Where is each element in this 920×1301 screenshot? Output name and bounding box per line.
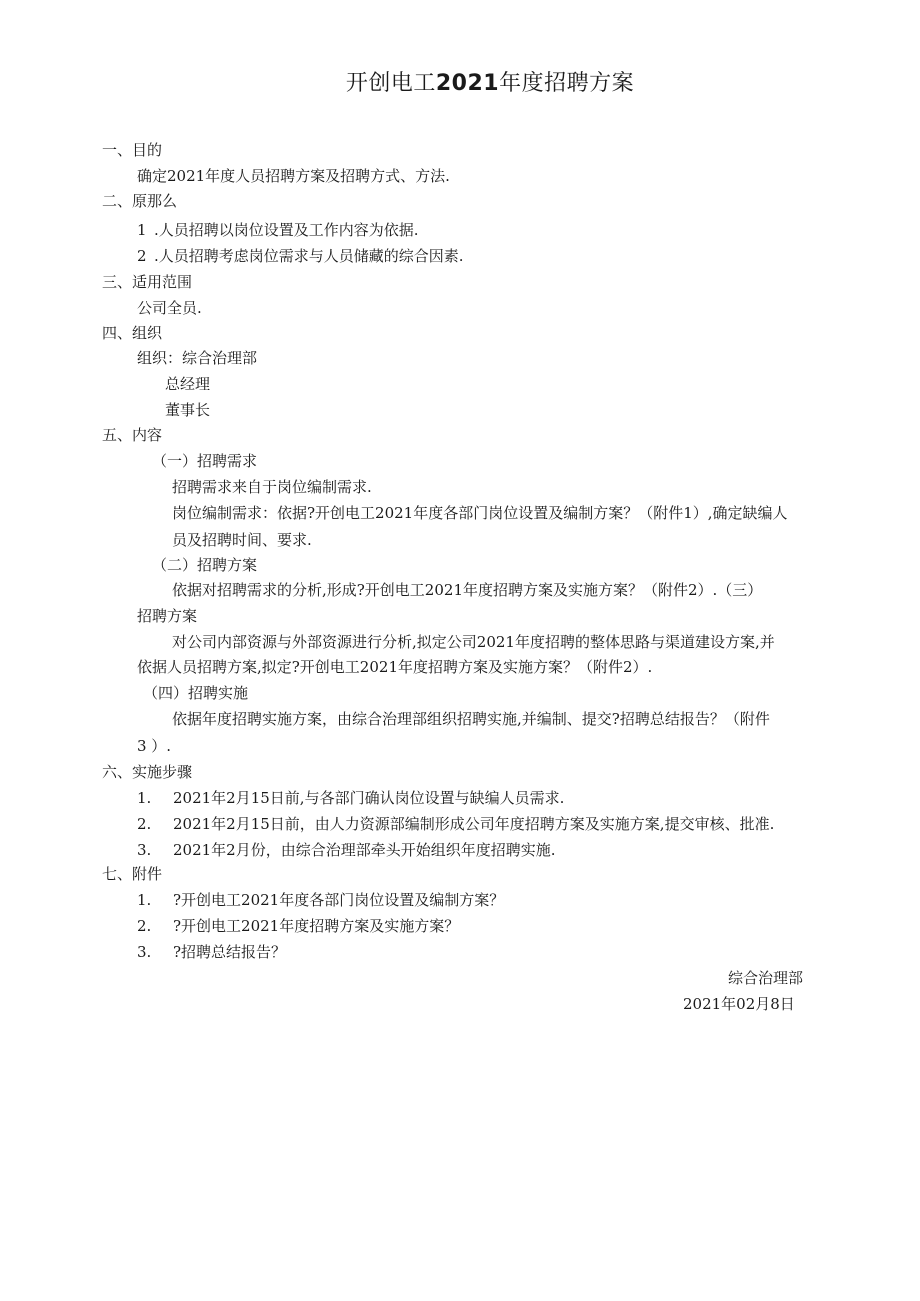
section-2-heading: 二、原那么 xyxy=(102,192,178,210)
principle-item-1-num: 1 xyxy=(137,221,147,239)
step-item-2-text: 2021年2月15日前，由人力资源部编制形成公司年度招聘方案及实施方案,提交审核、批准. xyxy=(173,815,775,833)
section-4-heading: 四、组织 xyxy=(102,324,163,342)
attachment-item-2-text: ?开创电工2021年度招聘方案及实施方案？ xyxy=(173,917,460,935)
section-6-heading: 六、实施步骤 xyxy=(102,763,193,781)
title-year: 2021 xyxy=(435,71,500,96)
step-item-3-num: 3. xyxy=(137,841,152,859)
signature-department: 综合治理部 xyxy=(728,969,804,987)
org-general-manager: 总经理 xyxy=(165,375,211,393)
principle-item-2 xyxy=(137,246,464,266)
sub-2-heading: （二）招聘方案 xyxy=(152,556,258,574)
attachment-item-1-text: ?开创电工2021年度各部门岗位设置及编制方案？ xyxy=(173,891,505,909)
step-item-1 xyxy=(137,788,564,808)
attachment-item-3-text: ?招聘总结报告？ xyxy=(173,943,287,961)
principle-item-1-text: .人员招聘以岗位设置及工作内容为依据. xyxy=(154,221,419,239)
step-item-2-num: 2. xyxy=(137,815,152,833)
step-item-1-text: 2021年2月15日前,与各部门确认岗位设置与缺编人员需求. xyxy=(173,789,565,807)
step-item-2 xyxy=(137,814,774,834)
title-prefix: 开创电工 xyxy=(345,71,436,96)
attachment-item-2-num: 2. xyxy=(137,917,152,935)
sub-4-line-2: 3 ）. xyxy=(137,737,172,755)
attachment-item-3 xyxy=(137,942,286,962)
section-1-heading: 一、目的 xyxy=(102,141,163,159)
sub-1-line-2: 岗位编制需求：依据?开创电工2021年度各部门岗位设置及编制方案？（附件1）,确定缺编人 xyxy=(172,504,788,522)
sub-2-line-2: 招聘方案 xyxy=(137,607,198,625)
org-line: 组织：综合治理部 xyxy=(137,349,258,367)
principle-item-2-text: .人员招聘考虑岗位需求与人员储藏的综合因素. xyxy=(154,247,464,265)
sub-4-heading: （四）招聘实施 xyxy=(143,684,249,702)
document-title xyxy=(0,66,920,97)
title-suffix: 年度招聘方案 xyxy=(499,71,635,96)
attachment-item-1-num: 1. xyxy=(137,891,152,909)
attachment-item-3-num: 3. xyxy=(137,943,152,961)
sub-1-line-1: 招聘需求来自于岗位编制需求. xyxy=(172,478,372,496)
step-item-1-num: 1. xyxy=(137,789,152,807)
org-chairman: 董事长 xyxy=(165,401,211,419)
attachment-item-1 xyxy=(137,890,504,910)
section-7-heading: 七、附件 xyxy=(102,865,163,883)
sub-3-line-2: 依据人员招聘方案,拟定?开创电工2021年度招聘方案及实施方案？（附件2）. xyxy=(137,658,653,676)
principle-item-2-num: 2 xyxy=(137,247,147,265)
sub-4-line-1: 依据年度招聘实施方案，由综合治理部组织招聘实施,并编制、提交?招聘总结报告？（附件 xyxy=(172,710,770,728)
sub-1-heading: （一）招聘需求 xyxy=(152,452,258,470)
section-3-heading: 三、适用范围 xyxy=(102,273,193,291)
sub-1-line-3: 员及招聘时间、要求. xyxy=(172,531,312,549)
step-item-3-text: 2021年2月份，由综合治理部牵头开始组织年度招聘实施. xyxy=(173,841,556,859)
section-3-text: 公司全员. xyxy=(137,299,202,317)
section-5-heading: 五、内容 xyxy=(102,426,163,444)
sub-2-line-1: 依据对招聘需求的分析,形成?开创电工2021年度招聘方案及实施方案？（附件2）.（三） xyxy=(172,581,763,599)
sub-3-line-1: 对公司内部资源与外部资源进行分析,拟定公司2021年度招聘的整体思路与渠道建设方案,并 xyxy=(172,633,775,651)
section-1-text: 确定2021年度人员招聘方案及招聘方式、方法. xyxy=(137,167,450,185)
attachment-item-2 xyxy=(137,916,459,936)
step-item-3 xyxy=(137,840,556,860)
signature-date: 2021年02月8日 xyxy=(683,995,795,1013)
principle-item-1 xyxy=(137,220,419,240)
